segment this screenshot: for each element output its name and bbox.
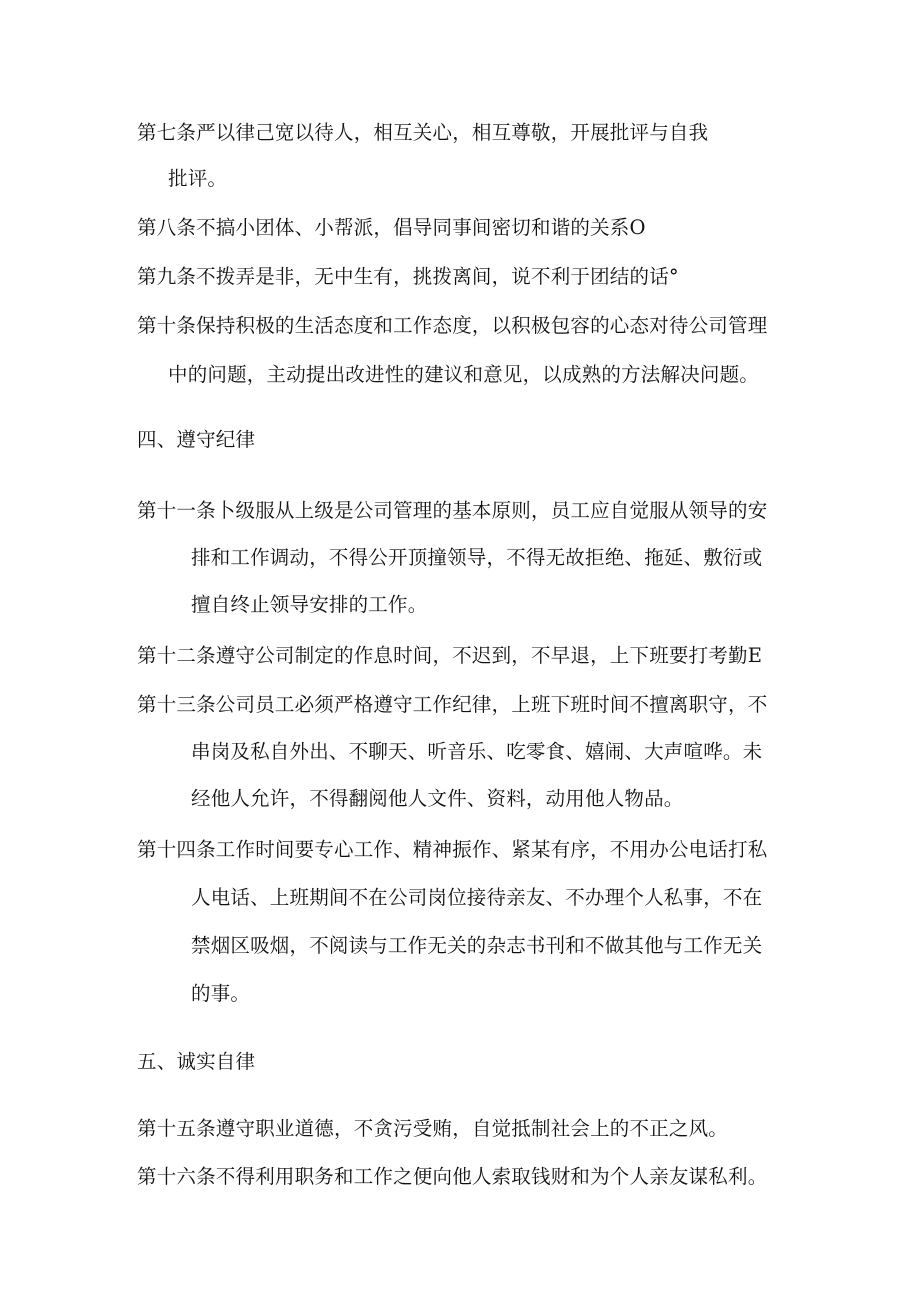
article-14-line-3: 禁烟区吸烟，不阅读与工作无关的杂志书刊和不做其他与工作无关 bbox=[191, 933, 763, 957]
article-11-line-2: 排和工作调动，不得公开顶撞领导，不得无故拒绝、拖延、敷衍或 bbox=[191, 545, 763, 569]
article-15: 第十五条遵守职业道德，不贪污受贿，自觉抵制社会上的不正之风。 bbox=[137, 1116, 729, 1140]
article-10-line-2: 中的问题，主动提出改进性的建议和意见，以成熟的方法解决问题。 bbox=[168, 362, 760, 386]
article-14-line-4: 的事。 bbox=[191, 981, 251, 1005]
section-5-heading: 五、诚实自律 bbox=[137, 1049, 256, 1073]
article-13-line-1: 第十三条公司员工必须严格遵守工作纪律，上班下班时间不擅离职守，不 bbox=[137, 692, 768, 716]
article-8: 第八条不搞小团体、小帮派，倡导同事间密切和谐的关系O bbox=[137, 215, 646, 239]
article-7-line-2: 批评。 bbox=[168, 166, 228, 190]
article-13-line-2: 串岗及私自外出、不聊天、听音乐、吃零食、嬉闹、大声喧哗。未 bbox=[191, 739, 763, 763]
section-4-heading: 四、遵守纪律 bbox=[137, 427, 256, 451]
article-11-line-3: 擅自终止领导安排的工作。 bbox=[191, 592, 428, 616]
article-14-line-2: 人电话、上班期间不在公司岗位接待亲友、不办理个人私事，不在 bbox=[191, 885, 763, 909]
article-9: 第九条不拨弄是非，无中生有，挑拨离间，说不利于团结的话° bbox=[137, 264, 679, 288]
article-7-line-1: 第七条严以律己宽以待人，相互关心，相互尊敬，开展批评与自我 bbox=[137, 120, 709, 144]
article-13-line-3: 经他人允许，不得翻阅他人文件、资料，动用他人物品。 bbox=[191, 786, 684, 810]
article-10-line-1: 第十条保持积极的生活态度和工作态度，以积极包容的心态对待公司管理 bbox=[137, 313, 768, 337]
article-14-line-1: 第十四条工作时间要专心工作、精神振作、紧某有序，不用办公电话打私 bbox=[137, 837, 768, 861]
article-12: 第十二条遵守公司制定的作息时间，不迟到，不早退，上下班要打考勤E bbox=[137, 643, 763, 667]
article-11-line-1: 第十一条卜级服从上级是公司管理的基本原则，员工应自觉服从领导的安 bbox=[137, 498, 768, 522]
article-16: 第十六条不得利用职务和工作之便向他人索取钱财和为个人亲友谋私利。 bbox=[137, 1164, 768, 1188]
